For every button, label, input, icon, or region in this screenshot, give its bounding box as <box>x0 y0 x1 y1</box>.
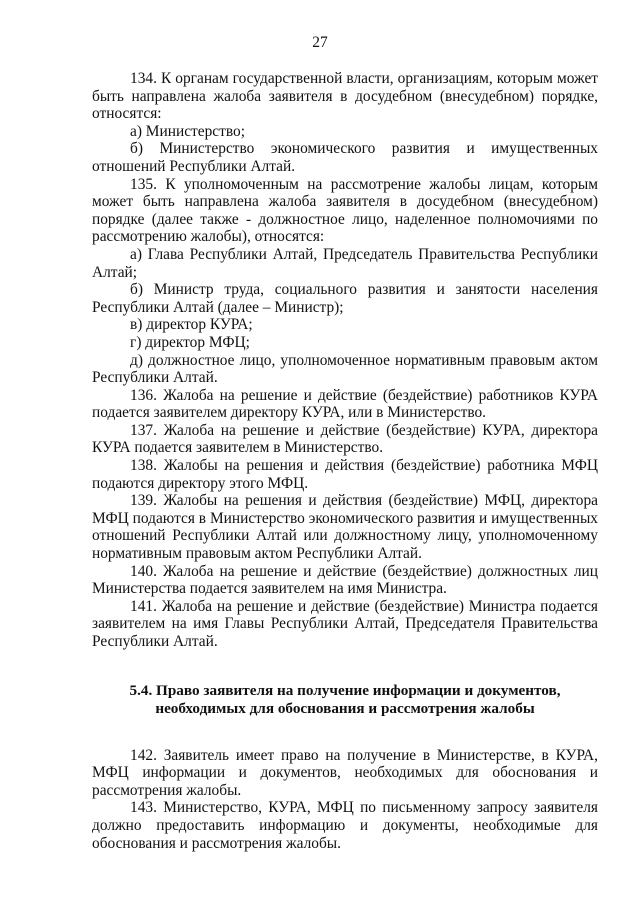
list-item-134-a: а) Министерство; <box>130 122 245 140</box>
list-item-135-b: б) Министр труда, социального развития и занятости населения Республики Алтай (далее – Министр); <box>92 281 598 316</box>
paragraph-136: 136. Жалоба на решение и действие (бездействие) работников КУРА подается заявителем директору КУРА, или в Министерство. <box>92 386 598 422</box>
paragraphs-top <box>92 70 598 651</box>
paragraph-142: 142. Заявитель имеет право на получение в Министерстве, в КУРА, МФЦ информации и документов, необходимых для обоснования и рассмотрения жалобы. <box>92 746 598 799</box>
paragraphs-bottom <box>92 747 598 853</box>
list-item-135-a: а) Глава Республики Алтай, Председатель Правительства Республики Алтай; <box>92 245 598 281</box>
paragraph-135: 135. К уполномоченным на рассмотрение жалобы лицам, которым может быть направлена жалоба заявителя в досудебном (внесудебном) порядке (далее также - должностное лицо, наделенное полномочиями по рассмотрению жалобы), относятся: <box>92 175 598 246</box>
list-item-134-b: б) Министерство экономического развития и имущественных отношений Республики Алтай. <box>92 140 598 175</box>
page-number: 27 <box>312 34 328 51</box>
paragraph-143: 143. Министерство, КУРА, МФЦ по письменному запросу заявителя должно предоставить информацию и документы, необходимые для обоснования и рассмотрения жалобы. <box>92 799 598 852</box>
paragraph-137: 137. Жалоба на решение и действие (бездействие) КУРА, директора КУРА подается заявителем в Министерство. <box>92 421 598 457</box>
page-content <box>92 70 598 852</box>
paragraph-134: 134. К органам государственной власти, организациям, которым может быть направлена жалоба заявителя в досудебном (внесудебном) порядке, относятся: <box>92 70 598 123</box>
paragraph-138: 138. Жалобы на решения и действия (бездействие) работника МФЦ подаются директору этого МФЦ. <box>92 457 598 492</box>
list-item-135-v: в) директор КУРА; <box>130 316 253 334</box>
paragraph-140: 140. Жалоба на решение и действие (бездействие) должностных лиц Министерства подается заявителем на имя Министра. <box>92 562 598 598</box>
paragraph-141: 141. Жалоба на решение и действие (бездействие) Министра подается заявителем на имя Главы Республики Алтай, Председателя Правительства Республики Алтай. <box>92 597 598 650</box>
list-item-135-g: г) директор МФЦ; <box>130 333 250 351</box>
list-item-135-d: д) должностное лицо, уполномоченное нормативным правовым актом Республики Алтай. <box>92 351 598 387</box>
section-heading <box>92 682 598 718</box>
paragraph-139: 139. Жалобы на решения и действия (бездействие) МФЦ, директора МФЦ подаются в Министерство экономического развития и имущественных отношений Республики Алтай или должностному лицу, уполномоченному нормативным правовым актом Республики Алтай. <box>92 492 598 563</box>
section-heading-line-2: необходимых для обоснования и рассмотрения жалобы <box>155 699 535 717</box>
section-heading-line-1: 5.4. Право заявителя на получение информации и документов, <box>129 681 561 699</box>
